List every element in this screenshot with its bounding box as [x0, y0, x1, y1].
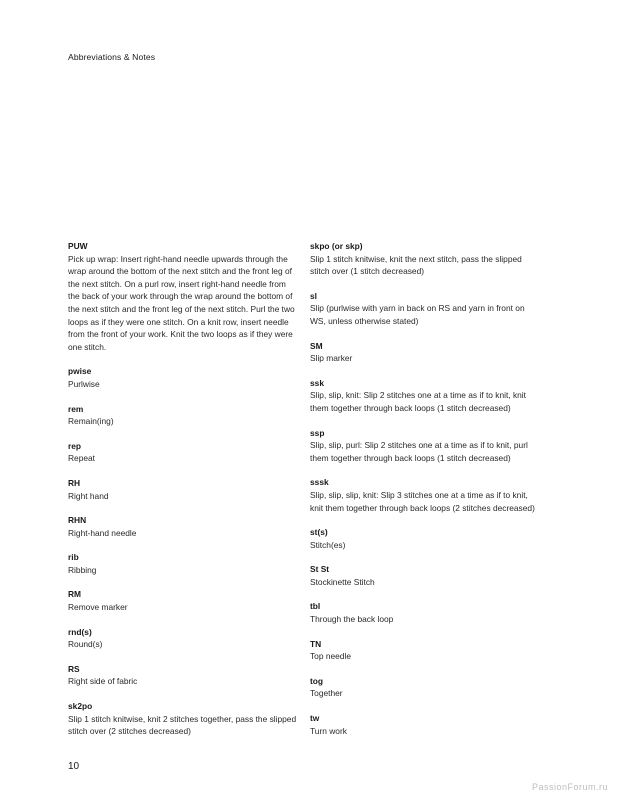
page-number: 10: [68, 761, 80, 772]
abbrev-definition: Right side of fabric: [68, 676, 138, 687]
abbrev-term: rep: [68, 440, 82, 451]
abbrev-term: pwise: [68, 366, 92, 377]
abbrev-definition: Slip marker: [310, 353, 353, 364]
abbrev-definition: Stockinette Stitch: [310, 576, 375, 587]
watermark: PassionForum.ru: [531, 782, 608, 792]
abbrev-term: tog: [310, 675, 324, 686]
abbrev-entry: [310, 563, 540, 588]
abbrev-entry: [68, 588, 298, 613]
abbrev-definition: Top needle: [310, 651, 351, 662]
abbrev-definition: Ribbing: [68, 564, 97, 575]
abbrev-entry: [68, 626, 298, 651]
abbrev-entry: [68, 403, 298, 428]
abbrev-term: tw: [310, 713, 320, 724]
abbrev-term: PUW: [68, 241, 88, 251]
page-title: Abbreviations & Notes: [68, 52, 156, 62]
abbrev-definition: Remove marker: [68, 602, 128, 613]
abbrev-entry: [68, 440, 298, 465]
abbrev-entry: [68, 551, 298, 576]
left-column: [68, 240, 298, 738]
abbrev-entry: [68, 240, 298, 353]
abbrev-definition: Through the back loop: [310, 614, 394, 625]
abbrev-entry: [310, 712, 540, 737]
abbrev-definition: Slip, slip, purl: Slip 2 stitches one at a time as if to knit, purl them together through back loops (1 stitch decreased): [310, 440, 528, 463]
abbrev-definition: Slip, slip, slip, knit: Slip 3 stitches one at a time as if to knit, knit them together through back loops (2 stitches decreased): [310, 489, 535, 513]
abbrev-term: TN: [310, 638, 322, 649]
abbrev-entry: [68, 477, 298, 502]
abbrev-entry: [310, 340, 540, 365]
abbrev-definition: Repeat: [68, 453, 96, 464]
abbrev-definition: Right hand: [68, 490, 109, 501]
abbrev-entry: [68, 365, 298, 390]
abbrev-term: rnd(s): [68, 626, 92, 637]
abbrev-entry: [310, 526, 540, 551]
abbrev-term: skpo (or skp): [310, 241, 363, 251]
abbrev-entry: [310, 240, 540, 278]
abbrev-entry: [68, 700, 298, 738]
abbrev-term: rem: [68, 403, 84, 414]
abbrev-term: St St: [310, 564, 330, 575]
abbrev-entry: [310, 476, 540, 514]
abbrev-definition: Pick up wrap: Insert right-hand needle upwards through the wrap around the bottom of the next stitch and the front leg of the next stitch. On a purl row, insert right-hand needle from the back of your work through the wrap around the bottom of the next stitch and the front leg of the next stitch. Purl the two loops as if they were one stitch. On a knit row, insert needle from the front of your work. Knit the two loops as if they were one stitch.: [68, 253, 295, 352]
abbrev-entry: [310, 427, 540, 465]
abbrev-definition: Remain(ing): [68, 416, 114, 427]
abbrev-term: ssk: [310, 377, 324, 388]
abbrev-term: ssp: [310, 427, 325, 438]
abbrev-term: sk2po: [68, 701, 93, 712]
abbrev-definition: Slip 1 stitch knitwise, knit 2 stitches together, pass the slipped stitch over (2 stitches decreased): [68, 713, 297, 737]
abbrev-definition: Together: [310, 688, 343, 699]
abbrev-term: st(s): [310, 527, 328, 538]
abbrev-term: sl: [310, 290, 317, 301]
abbrev-definition: Right-hand needle: [68, 527, 137, 538]
abbrev-entry: [310, 377, 540, 415]
abbrev-entry: [310, 600, 540, 625]
abbrev-term: RH: [68, 477, 81, 488]
abbrev-term: SM: [310, 340, 323, 351]
abbrev-definition: Slip, slip, knit: Slip 2 stitches one at a time as if to knit, knit them together through back loops (1 stitch decreased): [310, 390, 526, 413]
abbrev-definition: Slip 1 stitch knitwise, knit the next stitch, pass the slipped stitch over (1 stitch decreased): [310, 253, 522, 277]
right-column: [310, 240, 540, 737]
abbrev-definition: Turn work: [310, 725, 347, 736]
abbrev-definition: Round(s): [68, 639, 103, 650]
abbrev-entry: [310, 290, 540, 328]
abbrev-entry: [310, 675, 540, 700]
abbrev-definition: Purlwise: [68, 378, 100, 389]
abbrev-term: RS: [68, 663, 80, 674]
abbrev-entry: [68, 663, 298, 688]
abbrev-definition: Stitch(es): [310, 539, 346, 550]
abbrev-term: rib: [68, 552, 79, 563]
abbrev-entry: [310, 638, 540, 663]
abbrev-definition: Slip (purlwise with yarn in back on RS and yarn in front on WS, unless otherwise stated): [310, 303, 525, 326]
abbrev-entry: [68, 514, 298, 539]
abbrev-term: RHN: [68, 515, 87, 526]
abbrev-term: RM: [68, 589, 82, 600]
abbrev-term: sssk: [310, 477, 329, 488]
abbrev-term: tbl: [310, 601, 321, 612]
